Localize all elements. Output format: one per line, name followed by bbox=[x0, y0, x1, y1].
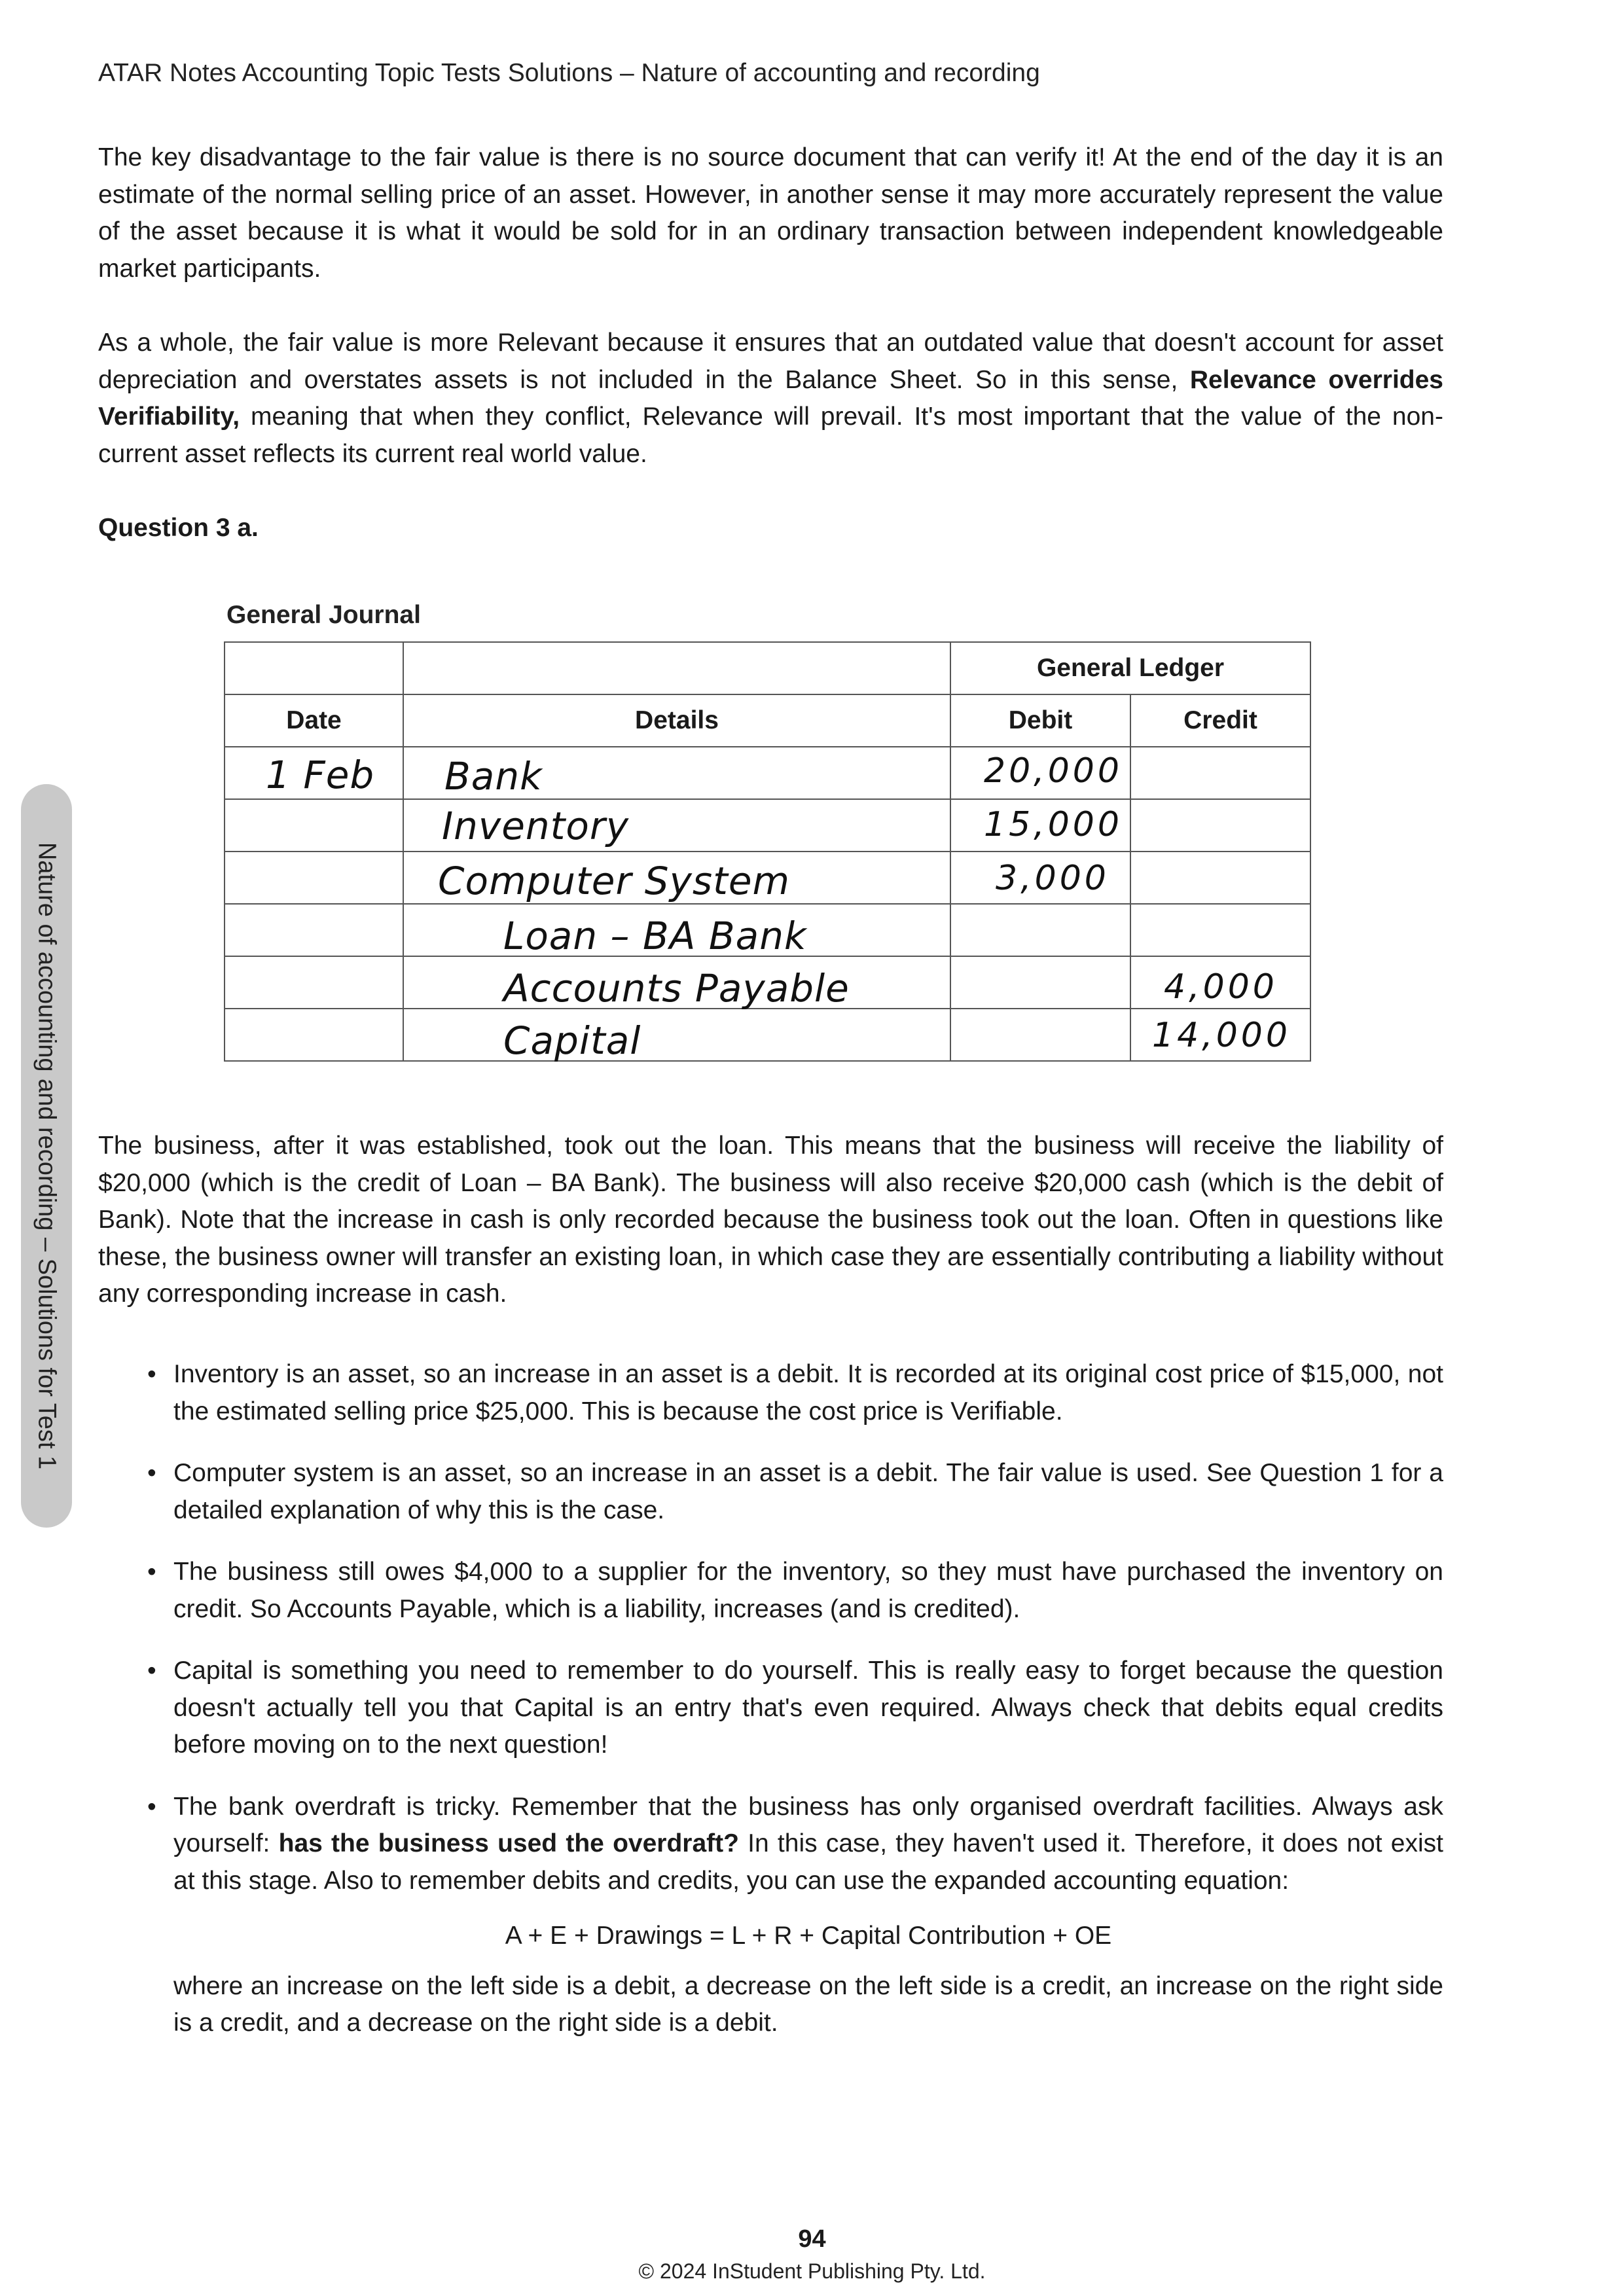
debit-cell bbox=[950, 1009, 1130, 1061]
intro-paragraph-2 bbox=[98, 325, 1443, 473]
running-header: ATAR Notes Accounting Topic Tests Solutions – Nature of accounting and recording bbox=[98, 59, 1040, 87]
bullet-list bbox=[98, 1356, 1443, 1899]
intro-paragraph-2-end: meaning that when they conflict, Relevance will prevail. It's most important that the value of the non-current asset reflects its current real world value. bbox=[98, 403, 1443, 468]
credit-header: Credit bbox=[1130, 694, 1310, 747]
bullet-text-bold: has the business used the overdraft? bbox=[278, 1829, 739, 1857]
equation-explanation: where an increase on the left side is a debit, a decrease on the left side is a credit, an increase on the right side is a credit, and a decrease on the right side is a debit. bbox=[173, 1971, 1443, 2037]
table-header-row bbox=[225, 642, 1310, 694]
details-cell bbox=[403, 852, 950, 904]
header-blank-cell bbox=[225, 642, 403, 694]
debit-cell bbox=[950, 904, 1130, 956]
debit-cell bbox=[950, 799, 1130, 852]
equation-block bbox=[98, 1905, 1443, 2042]
debit-cell bbox=[950, 852, 1130, 904]
page-number: 94 bbox=[798, 2225, 826, 2253]
list-item bbox=[98, 1356, 1443, 1430]
bullet-text: Inventory is an asset, so an increase in an asset is a debit. It is recorded at its original cost price of $15,000, not the estimated selling price $25,000. This is because the cost price is Verifiable. bbox=[173, 1360, 1443, 1426]
debit-text: 15,000 bbox=[984, 805, 1123, 844]
header-blank-cell bbox=[403, 642, 950, 694]
bullet-marker: • bbox=[147, 1360, 156, 1388]
details-cell bbox=[403, 904, 950, 956]
details-cell bbox=[403, 747, 950, 799]
details-text: Computer System bbox=[438, 859, 791, 903]
bullet-text: The business still owes $4,000 to a supplier for the inventory, so they must have purchased the inventory on credit. So Accounts Payable, which is a liability, increases (and is credited). bbox=[173, 1558, 1443, 1623]
date-cell bbox=[225, 747, 403, 799]
credit-text: 4,000 bbox=[1164, 967, 1278, 1007]
details-text: Capital bbox=[503, 1018, 641, 1063]
credit-cell bbox=[1130, 904, 1310, 956]
debit-cell bbox=[950, 956, 1130, 1009]
bullet-text: Capital is something you need to remember to do yourself. This is really easy to forget because the question doesn't actually tell you that Capital is an entry that's even required. Always check that debits equal credits before moving on to the next question! bbox=[173, 1657, 1443, 1759]
table-row bbox=[225, 1009, 1310, 1061]
table-row bbox=[225, 799, 1310, 852]
intro-paragraph-2-start: As a whole, the fair value is more Relevant because it ensures that an outdated value that doesn't account for asset depreciation and overstates assets is not included in the Balance Sheet. So in this sense, bbox=[98, 329, 1443, 394]
details-cell bbox=[403, 956, 950, 1009]
table-row bbox=[225, 956, 1310, 1009]
list-item bbox=[98, 1789, 1443, 1900]
general-journal-label: General Journal bbox=[226, 601, 421, 629]
intro-paragraph-1: The key disadvantage to the fair value is there is no source document that can verify it! At the end of the day it is an estimate of the normal selling price of an asset. However, in another sense it may more accurately represent the value of the asset because it is what it would be sold for in an ordinary transaction between independent knowledgeable market participants. bbox=[98, 143, 1443, 283]
date-text: 1 Feb bbox=[266, 753, 375, 797]
intro-paragraph-2-bold: Relevance overrides Verifiability, bbox=[98, 365, 1443, 431]
date-cell bbox=[225, 904, 403, 956]
side-tab bbox=[21, 784, 72, 1528]
table-row bbox=[225, 852, 1310, 904]
credit-text: 14,000 bbox=[1152, 1016, 1291, 1055]
table-row bbox=[225, 904, 1310, 956]
credit-cell bbox=[1130, 1009, 1310, 1061]
details-text: Inventory bbox=[442, 804, 630, 848]
general-journal-table bbox=[224, 641, 1311, 1062]
date-cell bbox=[225, 852, 403, 904]
debit-cell bbox=[950, 747, 1130, 799]
details-header: Details bbox=[403, 694, 950, 747]
bullet-marker: • bbox=[147, 1792, 156, 1821]
table-row bbox=[225, 747, 1310, 799]
details-text: Accounts Payable bbox=[503, 966, 850, 1011]
table-header-row bbox=[225, 694, 1310, 747]
list-item bbox=[98, 1455, 1443, 1529]
details-text: Loan – BA Bank bbox=[503, 914, 807, 958]
bullet-text-start: The bank overdraft is tricky. Remember that the business has only organised overdraft facilities. Always ask yourself: bbox=[173, 1792, 1443, 1857]
date-cell bbox=[225, 1009, 403, 1061]
credit-cell bbox=[1130, 747, 1310, 799]
list-item bbox=[98, 1653, 1443, 1764]
date-cell bbox=[225, 956, 403, 1009]
bullet-text: Computer system is an asset, so an increase in an asset is a debit. The fair value is used. See Question 1 for a detailed explanation of why this is the case. bbox=[173, 1459, 1443, 1524]
credit-cell bbox=[1130, 852, 1310, 904]
details-text: Bank bbox=[444, 754, 543, 798]
credit-cell bbox=[1130, 799, 1310, 852]
bullet-marker: • bbox=[147, 1459, 156, 1487]
debit-text: 3,000 bbox=[996, 859, 1110, 898]
details-cell bbox=[403, 1009, 950, 1061]
bullet-marker: • bbox=[147, 1558, 156, 1586]
credit-cell bbox=[1130, 956, 1310, 1009]
general-ledger-header: General Ledger bbox=[950, 642, 1310, 694]
side-tab-label: Nature of accounting and recording – Solutions for Test 1 bbox=[33, 842, 61, 1470]
explanation-paragraph: The business, after it was established, took out the loan. This means that the business will receive the liability of $20,000 (which is the credit of Loan – BA Bank). The business will also receive $20,000 cash (which is the debit of Bank). Note that the increase in cash is only recorded because the business took out the loan. Often in questions like these, the business owner will transfer an existing loan, in which case they are essentially contributing a liability without any corresponding increase in cash. bbox=[98, 1132, 1443, 1308]
debit-header: Debit bbox=[950, 694, 1130, 747]
bullet-text-end: In this case, they haven't used it. Therefore, it does not exist at this stage. Also to remember debits and credits, you can use the expanded accounting equation: bbox=[173, 1829, 1443, 1895]
details-cell bbox=[403, 799, 950, 852]
question-title: Question 3 a. bbox=[98, 514, 259, 542]
copyright-text: © 2024 InStudent Publishing Pty. Ltd. bbox=[638, 2259, 986, 2283]
list-item bbox=[98, 1554, 1443, 1628]
bullet-marker: • bbox=[147, 1657, 156, 1685]
accounting-equation: A + E + Drawings = L + R + Capital Contribution + OE bbox=[505, 1922, 1112, 1950]
date-header: Date bbox=[225, 694, 403, 747]
debit-text: 20,000 bbox=[984, 751, 1123, 791]
date-cell bbox=[225, 799, 403, 852]
